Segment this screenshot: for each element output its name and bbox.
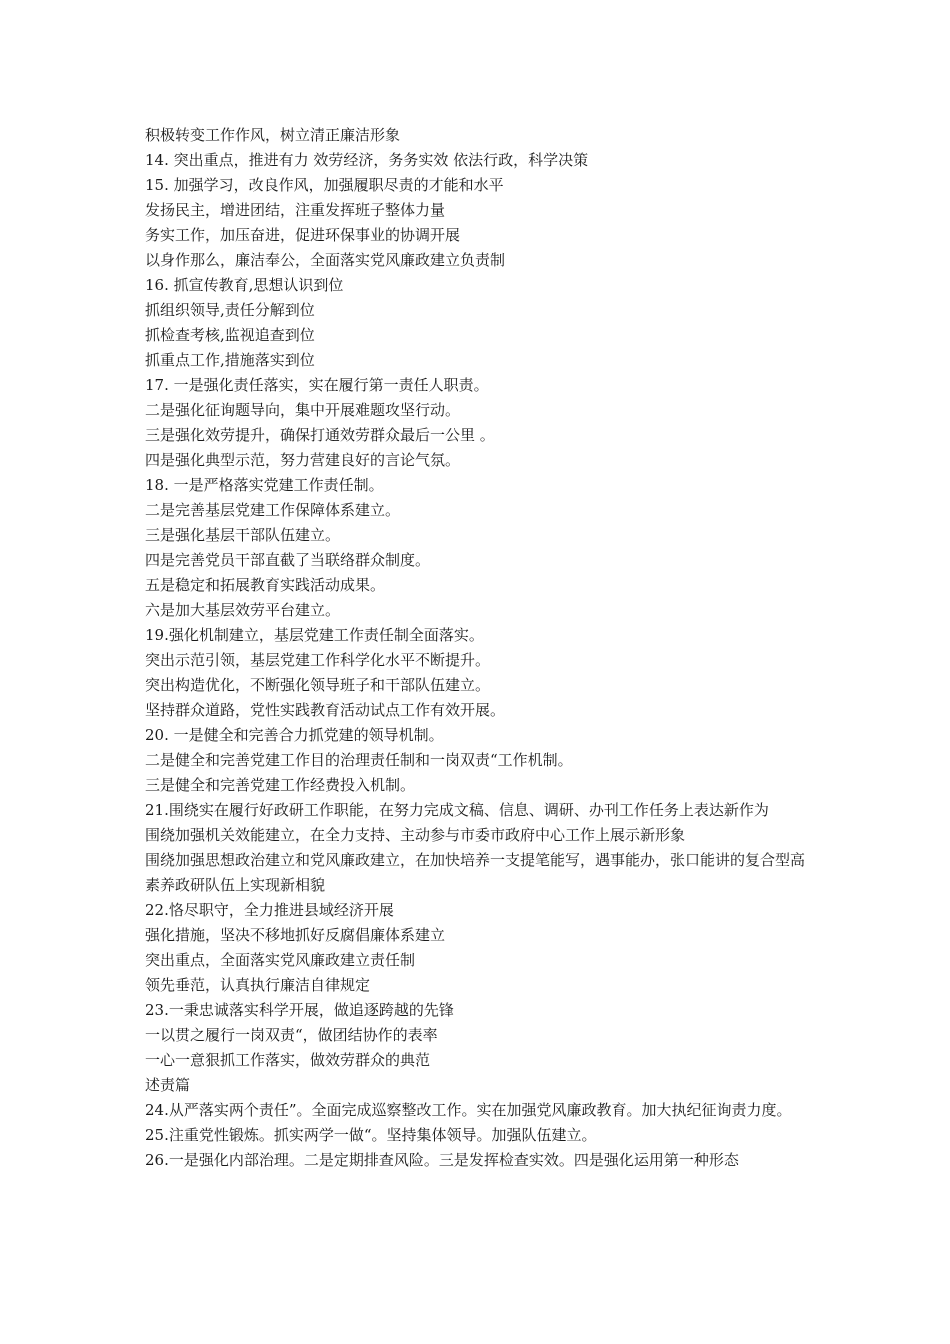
text-line: 发扬民主，增进团结，注重发挥班子整体力量 bbox=[145, 201, 446, 219]
text-line: 以身作那么，廉洁奉公，全面落实党风廉政建立负责制 bbox=[145, 251, 506, 269]
text-line: 三是强化基层干部队伍建立。 bbox=[145, 526, 341, 544]
text-line: 二是健全和完善党建工作目的治理责任制和一岗双责“工作机制。 bbox=[145, 751, 573, 769]
text-line: 20. 一是健全和完善合力抓党建的领导机制。 bbox=[145, 726, 444, 744]
document-body bbox=[145, 123, 810, 1173]
text-line: 三是健全和完善党建工作经费投入机制。 bbox=[145, 776, 416, 794]
text-line: 五是稳定和拓展教育实践活动成果。 bbox=[145, 576, 386, 594]
text-line: 突出构造优化，不断强化领导班子和干部队伍建立。 bbox=[145, 676, 491, 694]
text-line: 务实工作，加压奋进，促进环保事业的协调开展 bbox=[145, 226, 461, 244]
text-line: 18. 一是严格落实党建工作责任制。 bbox=[145, 476, 384, 494]
text-line: 17. 一是强化责任落实，实在履行第一责任人职责。 bbox=[145, 376, 489, 394]
text-line: 抓检查考核,监视追查到位 bbox=[145, 326, 315, 344]
text-line: 15. 加强学习，改良作风，加强履职尽责的才能和水平 bbox=[145, 176, 504, 194]
text-line: 26.一是强化内部治理。二是定期排查风险。三是发挥检查实效。四是强化运用第一种形态 bbox=[145, 1151, 739, 1169]
text-line: 23.一秉忠诚落实科学开展，做追逐跨越的先锋 bbox=[145, 1001, 454, 1019]
text-line: 述责篇 bbox=[145, 1076, 191, 1094]
text-line: 三是强化效劳提升，确保打通效劳群众最后一公里 。 bbox=[145, 426, 495, 444]
text-line: 四是完善党员干部直截了当联络群众制度。 bbox=[145, 551, 431, 569]
text-line: 二是强化征询题导向，集中开展难题攻坚行动。 bbox=[145, 401, 461, 419]
text-line: 围绕加强机关效能建立，在全力支持、主动参与市委市政府中心工作上展示新形象 bbox=[145, 826, 686, 844]
text-line: 24.从严落实两个责任”。全面完成巡察整改工作。实在加强党风廉政教育。加大执纪征询责力度。 bbox=[145, 1101, 792, 1119]
text-line: 积极转变工作作风，树立清正廉洁形象 bbox=[145, 126, 401, 144]
text-line: 四是强化典型示范，努力营建良好的言论气氛。 bbox=[145, 451, 461, 469]
text-line: 六是加大基层效劳平台建立。 bbox=[145, 601, 341, 619]
text-line: 25.注重党性锻炼。抓实两学一做“。坚持集体领导。加强队伍建立。 bbox=[145, 1126, 597, 1144]
text-line: 14. 突出重点，推进有力 效劳经济，务务实效 依法行政，科学决策 bbox=[145, 151, 589, 169]
text-line: 21.围绕实在履行好政研工作职能，在努力完成文稿、信息、调研、办刊工作任务上表达新作为 bbox=[145, 801, 769, 819]
text-line: 强化措施，坚决不移地抓好反腐倡廉体系建立 bbox=[145, 926, 446, 944]
text-line: 22.恪尽职守，全力推进县域经济开展 bbox=[145, 901, 394, 919]
text-line: 突出重点，全面落实党风廉政建立责任制 bbox=[145, 951, 416, 969]
text-line: 突出示范引领，基层党建工作科学化水平不断提升。 bbox=[145, 651, 491, 669]
text-line: 16. 抓宣传教育,思想认识到位 bbox=[145, 276, 344, 294]
text-line: 抓重点工作,措施落实到位 bbox=[145, 351, 315, 369]
text-line: 一心一意狠抓工作落实，做效劳群众的典范 bbox=[145, 1051, 431, 1069]
text-line: 坚持群众道路，党性实践教育活动试点工作有效开展。 bbox=[145, 701, 506, 719]
text-line: 围绕加强思想政治建立和党风廉政建立，在加快培养一支提笔能写，遇事能办，张口能讲的复合型高素养政研队伍上实现新相貌 bbox=[145, 851, 806, 894]
text-line: 领先垂范，认真执行廉洁自律规定 bbox=[145, 976, 371, 994]
text-line: 19.强化机制建立，基层党建工作责任制全面落实。 bbox=[145, 626, 484, 644]
text-line: 二是完善基层党建工作保障体系建立。 bbox=[145, 501, 401, 519]
text-line: 抓组织领导,责任分解到位 bbox=[145, 301, 315, 319]
text-line: 一以贯之履行一岗双责“，做团结协作的表率 bbox=[145, 1026, 438, 1044]
